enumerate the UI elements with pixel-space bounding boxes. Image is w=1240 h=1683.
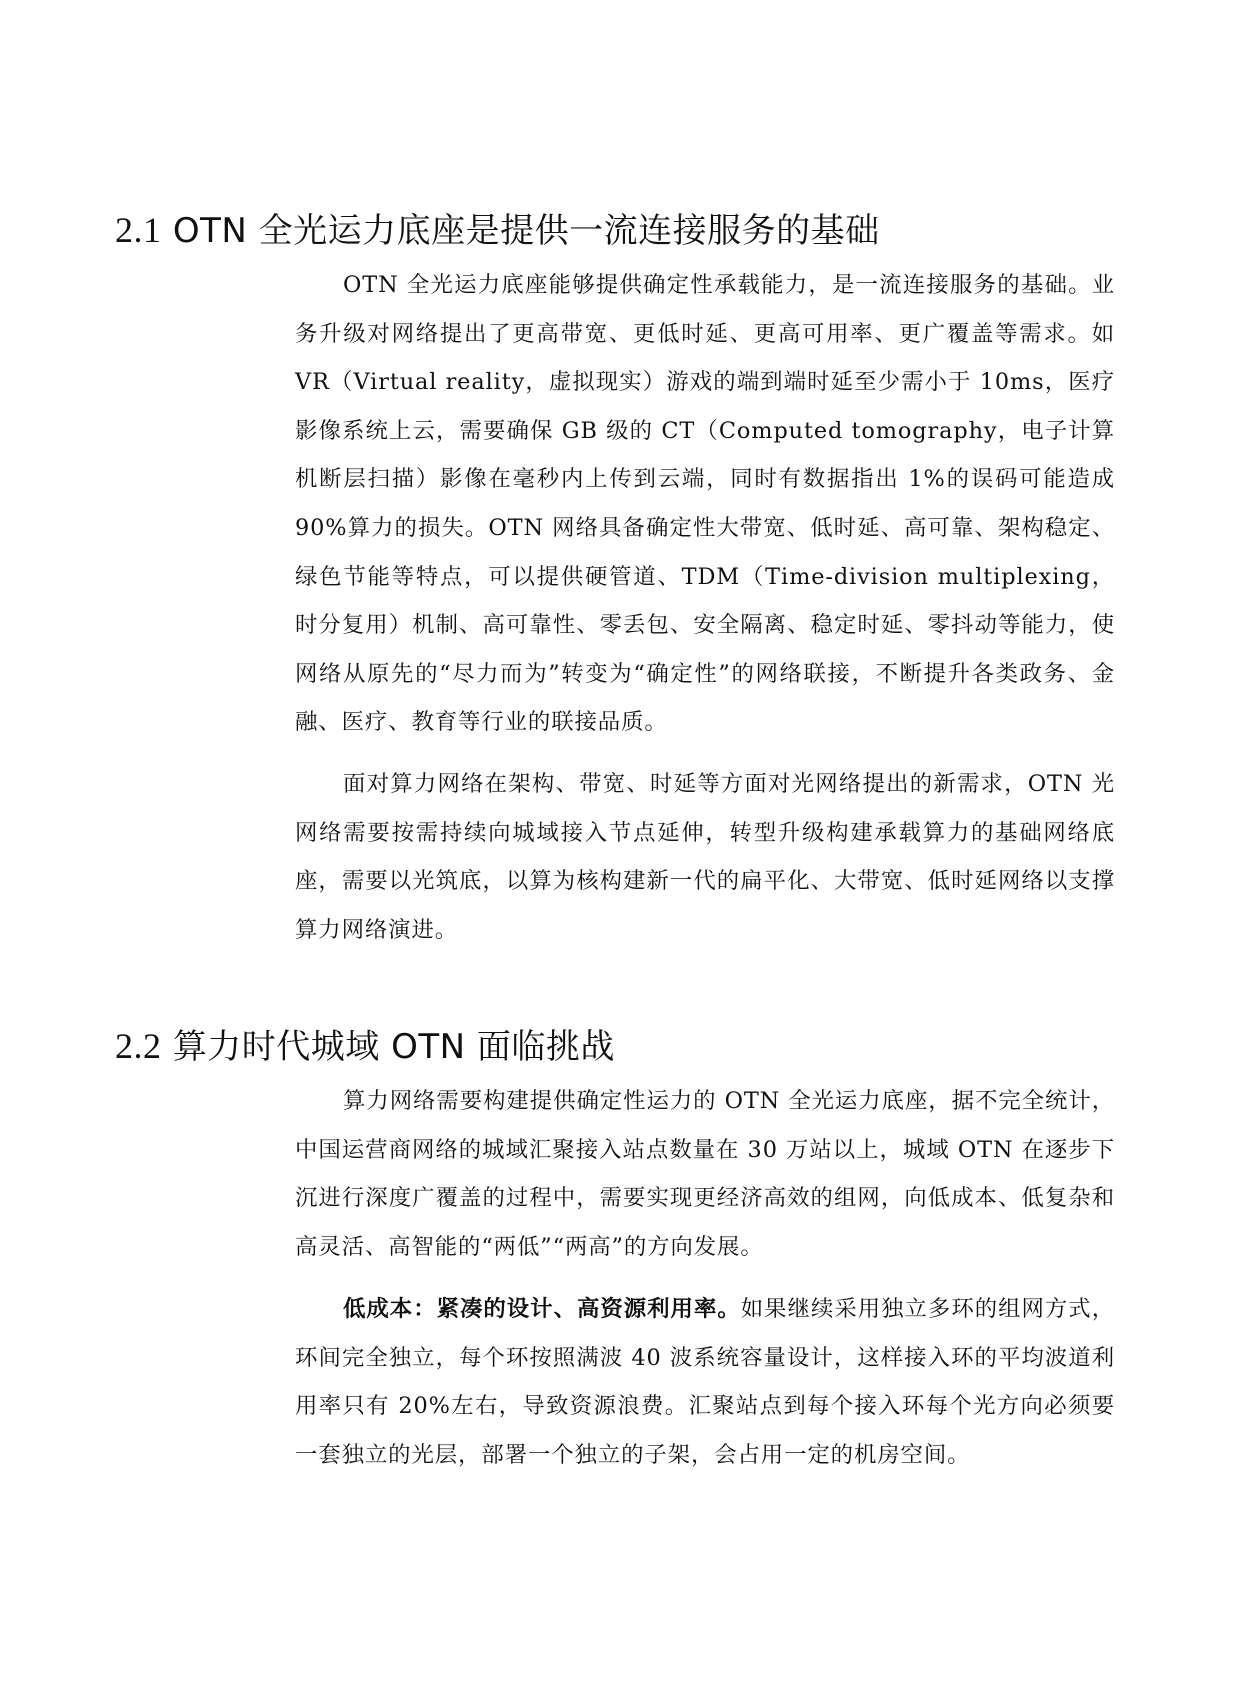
paragraph: 算力网络需要构建提供确定性运力的 OTN 全光运力底座，据不完全统计，中国运营商网络的城域汇聚接入站点数量在 30 万站以上，城域 OTN 在逐步下沉进行深度广覆盖的过程中，需要实现更经济高效的组网，向低成本、低复杂和高灵活、高智能的“两低”“两高”的方向发展。 bbox=[295, 1088, 1115, 1260]
paragraph-body: 如果继续采用独立多环的组网方式，环间完全独立，每个环按照满波 40 波系统容量设计，这样接入环的平均波道利用率只有 20%左右，导致资源浪费。汇聚站点到每个接入环每个光方向必须要一套独立的光层，部署一个独立的子架，会占用一定的机房空间。 bbox=[295, 1296, 1115, 1468]
section-number: 2.2 bbox=[115, 1026, 162, 1066]
section-title: 算力时代城域 OTN 面临挑战 bbox=[172, 1027, 615, 1067]
paragraph: OTN 全光运力底座能够提供确定性承载能力，是一流连接服务的基础。业务升级对网络提出了更高带宽、更低时延、更高可用率、更广覆盖等需求。如 VR（Virtual reality，虚拟现实）游戏的端到端时延至少需小于 10ms，医疗影像系统上云，需要确保 GB 级的 CT（Computed tomography，电子计算机断层扫描）影像在毫秒内上传到云端，同时有数据指出 1%的误码可能造成 90%算力的损失。OTN 网络具备确定性大带宽、低时延、高可靠、架构稳定、绿色节能等特点，可以提供硬管道、TDM（Time-division multiplexing，时分复用）机制、高可靠性、零丢包、安全隔离、稳定时延、零抖动等能力，使网络从原先的“尽力而为”转变为“确定性”的网络联接，不断提升各类政务、金融、医疗、教育等行业的联接品质。 bbox=[295, 272, 1115, 736]
paragraph-lead: 低成本：紧凑的设计、高资源利用率。 bbox=[343, 1296, 741, 1322]
paragraph bbox=[295, 1285, 1115, 1479]
section-heading-2-2 bbox=[115, 1024, 615, 1069]
section-heading-2-1 bbox=[115, 208, 880, 253]
section-title: OTN 全光运力底座是提供一流连接服务的基础 bbox=[172, 211, 880, 251]
section-number: 2.1 bbox=[115, 210, 162, 250]
paragraph: 面对算力网络在架构、带宽、时延等方面对光网络提出的新需求，OTN 光网络需要按需持续向城域接入节点延伸，转型升级构建承载算力的基础网络底座，需要以光筑底，以算为核构建新一代的扁平化、大带宽、低时延网络以支撑算力网络演进。 bbox=[295, 771, 1115, 943]
